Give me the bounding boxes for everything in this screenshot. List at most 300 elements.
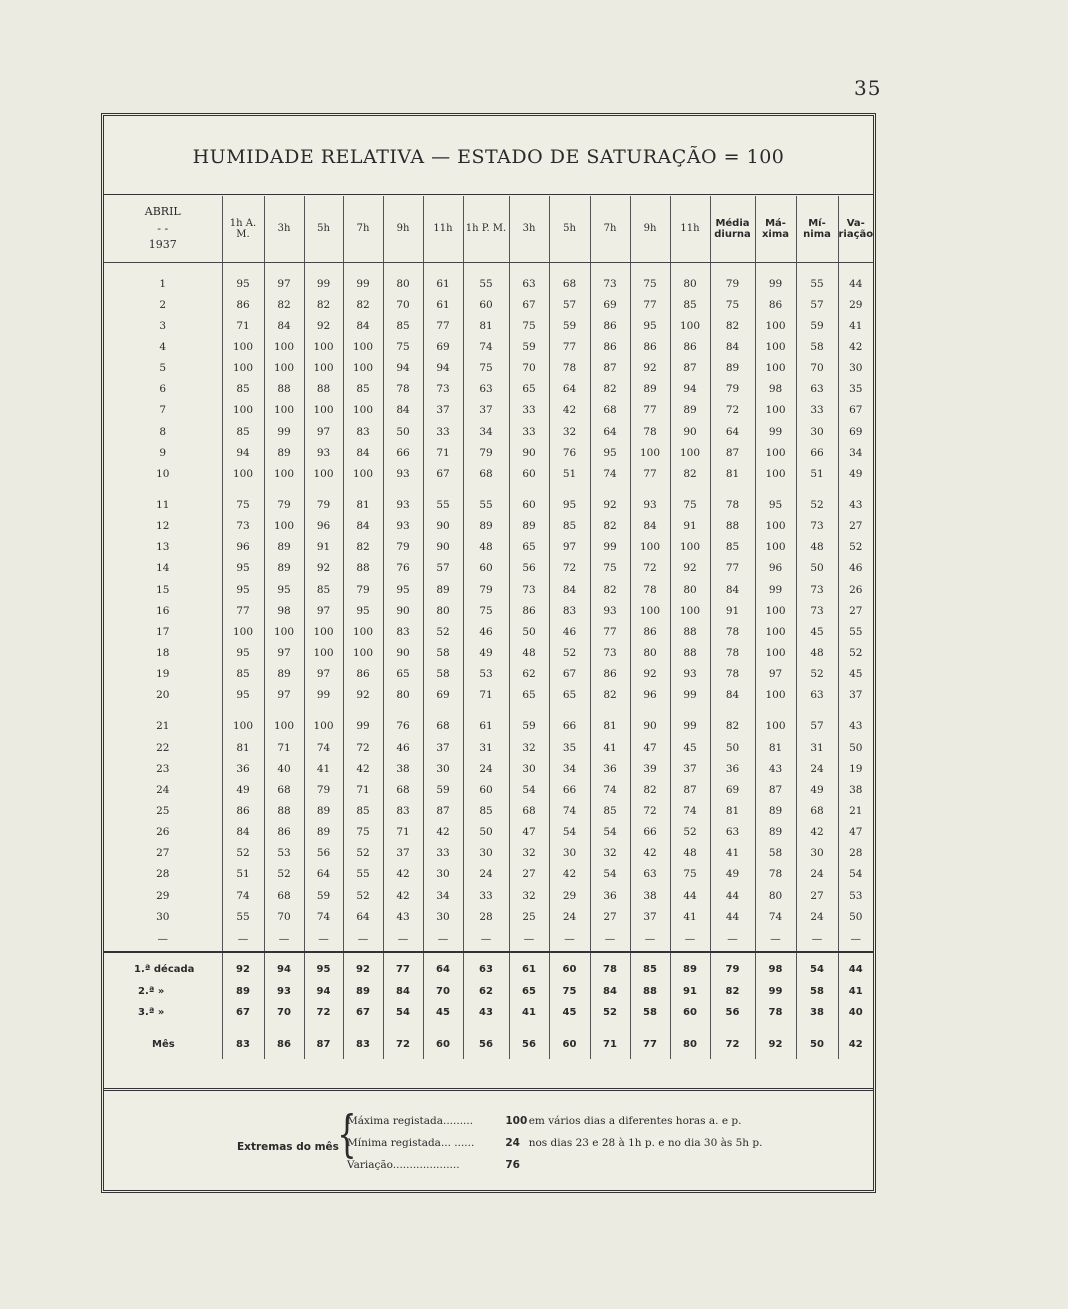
table-title: HUMIDADE RELATIVA — ESTADO DE SATURAÇÃO = 100	[192, 146, 785, 168]
year-label: 1937	[148, 238, 177, 252]
value-cell: 30	[549, 843, 590, 864]
maxima-value: 100	[505, 1115, 528, 1127]
value-cell: 97	[304, 664, 343, 685]
value-cell: 44	[838, 263, 873, 295]
value-cell: 95	[264, 579, 304, 600]
table-row	[104, 822, 873, 843]
value-cell: 93	[304, 442, 343, 463]
value-cell: 42	[423, 822, 463, 843]
day-cell: 27	[156, 847, 170, 860]
day-cell: 17	[156, 625, 170, 638]
value-cell: 100	[343, 463, 383, 484]
value-cell: 54	[590, 864, 630, 885]
value-cell: 84	[264, 315, 304, 336]
summary-value: 60	[423, 1024, 463, 1060]
value-cell: 32	[509, 843, 549, 864]
value-cell: 36	[590, 885, 630, 906]
value-cell: 82	[343, 294, 383, 315]
value-cell: 57	[796, 294, 838, 315]
table-row	[104, 421, 873, 442]
value-cell: 48	[463, 537, 509, 558]
value-cell: 42	[549, 864, 590, 885]
value-cell: 39	[630, 758, 670, 779]
value-cell: 84	[710, 579, 755, 600]
value-cell: 100	[304, 336, 343, 357]
hour-header: 11h	[670, 196, 710, 263]
value-cell: 77	[710, 558, 755, 579]
table-row	[104, 906, 873, 927]
value-cell: 74	[590, 779, 630, 800]
value-cell: 30	[423, 864, 463, 885]
value-cell: 75	[509, 315, 549, 336]
day-cell: 18	[156, 646, 170, 659]
value-cell: 69	[423, 336, 463, 357]
value-cell: 92	[343, 685, 383, 706]
value-cell: 42	[838, 336, 873, 357]
value-cell: 74	[463, 336, 509, 357]
value-cell: 85	[343, 800, 383, 821]
value-cell: 50	[710, 737, 755, 758]
value-cell: 95	[383, 579, 423, 600]
value-cell: 34	[838, 442, 873, 463]
value-cell: 37	[423, 400, 463, 421]
value-cell: 84	[710, 685, 755, 706]
value-cell: 95	[222, 263, 264, 295]
value-cell: 44	[670, 885, 710, 906]
value-cell: 73	[509, 579, 549, 600]
value-cell: 57	[796, 706, 838, 737]
value-cell: 88	[264, 379, 304, 400]
summary-value: 61	[509, 952, 549, 981]
table-row	[104, 537, 873, 558]
value-cell: 90	[383, 600, 423, 621]
summary-value: 65	[509, 981, 549, 1003]
value-cell: 76	[383, 558, 423, 579]
value-cell: 36	[590, 758, 630, 779]
value-cell: 100	[755, 516, 796, 537]
value-cell: 86	[670, 336, 710, 357]
value-cell: 53	[264, 843, 304, 864]
day-cell: 12	[156, 520, 170, 533]
summary-value: 93	[264, 981, 304, 1003]
value-cell: 73	[796, 579, 838, 600]
day-cell: 22	[156, 741, 170, 754]
table-row	[104, 294, 873, 315]
value-cell: 84	[222, 822, 264, 843]
value-cell: 78	[549, 358, 590, 379]
value-cell: 88	[670, 642, 710, 663]
value-cell: 82	[590, 379, 630, 400]
day-cell: —	[157, 933, 168, 946]
value-cell: 99	[755, 421, 796, 442]
day-cell: 19	[156, 668, 170, 681]
value-cell: 95	[590, 442, 630, 463]
value-cell: 85	[222, 664, 264, 685]
value-cell: 45	[796, 621, 838, 642]
value-cell: 100	[264, 400, 304, 421]
value-cell: 60	[509, 484, 549, 515]
summary-value: 82	[710, 981, 755, 1003]
value-cell: 66	[549, 779, 590, 800]
value-cell: 93	[383, 463, 423, 484]
value-cell: 81	[710, 800, 755, 821]
value-cell: 43	[838, 484, 873, 515]
day-cell: 10	[156, 467, 170, 480]
value-cell: 79	[383, 537, 423, 558]
value-cell: 82	[304, 294, 343, 315]
value-cell: 75	[630, 263, 670, 295]
value-cell: 96	[630, 685, 670, 706]
value-cell: 42	[343, 758, 383, 779]
value-cell: 90	[423, 537, 463, 558]
value-cell: 24	[549, 906, 590, 927]
value-cell: 54	[838, 864, 873, 885]
summary-value: 70	[264, 1002, 304, 1024]
value-cell: 52	[838, 537, 873, 558]
value-cell: 68	[509, 800, 549, 821]
table-row	[104, 442, 873, 463]
summary-value: 72	[383, 1024, 423, 1060]
value-cell: 90	[383, 642, 423, 663]
value-cell: 82	[343, 537, 383, 558]
value-cell: 81	[222, 737, 264, 758]
day-cell: 4	[159, 340, 167, 353]
value-cell: 80	[383, 263, 423, 295]
value-cell: 48	[796, 642, 838, 663]
value-cell: 77	[590, 621, 630, 642]
table-row	[104, 558, 873, 579]
value-cell: 64	[590, 421, 630, 442]
value-cell: 34	[423, 885, 463, 906]
value-cell: 55	[463, 263, 509, 295]
value-cell: 95	[549, 484, 590, 515]
value-cell: 29	[838, 294, 873, 315]
hour-header: 7h	[590, 196, 630, 263]
hour-header: 5h	[304, 196, 343, 263]
value-cell: 79	[264, 484, 304, 515]
value-cell: 40	[264, 758, 304, 779]
summary-value: 64	[423, 952, 463, 981]
value-cell: 72	[630, 800, 670, 821]
summary-value: 41	[509, 1002, 549, 1024]
value-cell: 43	[383, 906, 423, 927]
value-cell: 52	[838, 642, 873, 663]
hour-header: 11h	[423, 196, 463, 263]
value-cell: 98	[264, 600, 304, 621]
value-cell: 97	[264, 685, 304, 706]
value-cell: 78	[630, 579, 670, 600]
value-cell: 50	[463, 822, 509, 843]
value-cell: 100	[264, 621, 304, 642]
value-cell: 87	[423, 800, 463, 821]
value-cell: 92	[630, 358, 670, 379]
value-cell: 79	[343, 579, 383, 600]
value-cell: 27	[796, 885, 838, 906]
summary-value: 60	[670, 1002, 710, 1024]
value-cell: 100	[264, 358, 304, 379]
value-cell: 86	[509, 600, 549, 621]
value-cell: 34	[549, 758, 590, 779]
value-cell: 100	[670, 315, 710, 336]
hour-header: 3h	[264, 196, 304, 263]
day-cell: 20	[156, 689, 170, 702]
value-cell: 75	[710, 294, 755, 315]
value-cell: 59	[796, 315, 838, 336]
value-cell: 86	[630, 621, 670, 642]
value-cell: 87	[710, 442, 755, 463]
value-cell: 47	[630, 737, 670, 758]
minima-name: Mínima registada... ......	[347, 1137, 475, 1149]
dash-mark: - -	[157, 221, 169, 235]
day-cell: 13	[156, 541, 170, 554]
value-cell: 70	[796, 358, 838, 379]
value-cell: 42	[383, 885, 423, 906]
summary-value: 45	[549, 1002, 590, 1024]
summary-value: 83	[222, 1024, 264, 1060]
value-cell: 100	[755, 642, 796, 663]
value-cell: 28	[838, 843, 873, 864]
table-row	[104, 779, 873, 800]
table-row	[104, 758, 873, 779]
summary-value: 41	[838, 981, 873, 1003]
value-cell: 36	[222, 758, 264, 779]
value-cell: 89	[304, 822, 343, 843]
value-cell: 32	[590, 843, 630, 864]
value-cell: 59	[549, 315, 590, 336]
value-cell: 68	[796, 800, 838, 821]
summary-label: 2.ª »	[138, 985, 165, 997]
hour-header: 5h	[549, 196, 590, 263]
day-cell: 2	[159, 298, 167, 311]
value-cell: —	[590, 927, 630, 952]
media-diurna-header: Média diurna	[710, 196, 755, 263]
value-cell: 75	[222, 484, 264, 515]
value-cell: 56	[509, 558, 549, 579]
day-cell: 8	[159, 425, 167, 438]
summary-row	[104, 1002, 873, 1024]
month-year-header	[104, 196, 222, 263]
summary-value: 62	[463, 981, 509, 1003]
summary-value: 77	[383, 952, 423, 981]
summary-value: 72	[710, 1024, 755, 1060]
value-cell: 63	[630, 864, 670, 885]
value-cell: 100	[755, 463, 796, 484]
value-cell: 21	[838, 800, 873, 821]
value-cell: 49	[222, 779, 264, 800]
value-cell: 100	[264, 516, 304, 537]
value-cell: 34	[463, 421, 509, 442]
value-cell: 93	[630, 484, 670, 515]
value-cell: 54	[590, 822, 630, 843]
value-cell: 71	[264, 737, 304, 758]
value-cell: 92	[590, 484, 630, 515]
value-cell: 89	[264, 442, 304, 463]
value-cell: 99	[755, 579, 796, 600]
value-cell: 51	[796, 463, 838, 484]
value-cell: 90	[509, 442, 549, 463]
value-cell: 73	[796, 600, 838, 621]
value-cell: 68	[549, 263, 590, 295]
value-cell: 97	[549, 537, 590, 558]
value-cell: 89	[463, 516, 509, 537]
value-cell: 100	[755, 400, 796, 421]
day-cell: 28	[156, 868, 170, 881]
value-cell: 67	[423, 463, 463, 484]
value-cell: 29	[549, 885, 590, 906]
value-cell: 30	[796, 421, 838, 442]
value-cell: 48	[796, 537, 838, 558]
value-cell: 28	[463, 906, 509, 927]
value-cell: 27	[838, 516, 873, 537]
value-cell: 87	[755, 779, 796, 800]
value-cell: 100	[755, 315, 796, 336]
value-cell: 25	[509, 906, 549, 927]
value-cell: 99	[670, 685, 710, 706]
table-header	[104, 196, 873, 263]
value-cell: 85	[710, 537, 755, 558]
value-cell: 100	[755, 600, 796, 621]
value-cell: 41	[590, 737, 630, 758]
value-cell: 75	[383, 336, 423, 357]
value-cell: 100	[264, 336, 304, 357]
summary-value: 56	[710, 1002, 755, 1024]
value-cell: —	[423, 927, 463, 952]
value-cell: 49	[463, 642, 509, 663]
summary-value: 78	[590, 952, 630, 981]
table-row	[104, 579, 873, 600]
value-cell: 64	[710, 421, 755, 442]
value-cell: 68	[590, 400, 630, 421]
value-cell: 37	[670, 758, 710, 779]
value-cell: 91	[670, 516, 710, 537]
value-cell: 69	[590, 294, 630, 315]
value-cell: 85	[383, 315, 423, 336]
summary-row	[104, 981, 873, 1003]
value-cell: 77	[222, 600, 264, 621]
value-cell: 44	[710, 906, 755, 927]
value-cell: 83	[549, 600, 590, 621]
summary-value: 89	[670, 952, 710, 981]
day-cell: 9	[159, 446, 167, 459]
value-cell: 88	[304, 379, 343, 400]
value-cell: 76	[383, 706, 423, 737]
value-cell: 84	[343, 315, 383, 336]
value-cell: 52	[549, 642, 590, 663]
page-number: 35	[854, 76, 882, 100]
value-cell: 79	[710, 379, 755, 400]
value-cell: 35	[838, 379, 873, 400]
value-cell: 80	[755, 885, 796, 906]
table-row	[104, 463, 873, 484]
value-cell: 95	[343, 600, 383, 621]
value-cell: 75	[670, 484, 710, 515]
value-cell: 95	[755, 484, 796, 515]
value-cell: 69	[710, 779, 755, 800]
summary-value: 86	[264, 1024, 304, 1060]
month-label: ABRIL	[144, 205, 181, 219]
summary-row	[104, 952, 873, 981]
value-cell: 67	[838, 400, 873, 421]
value-cell: 58	[755, 843, 796, 864]
value-cell: 100	[755, 336, 796, 357]
day-cell: 26	[156, 826, 170, 839]
value-cell: 100	[755, 685, 796, 706]
summary-label: 1.ª década	[104, 952, 222, 981]
table-row	[104, 642, 873, 663]
value-cell: 32	[509, 737, 549, 758]
value-cell: 100	[755, 358, 796, 379]
value-cell: 66	[383, 442, 423, 463]
value-cell: 90	[630, 706, 670, 737]
value-cell: 51	[222, 864, 264, 885]
summary-value: 50	[796, 1024, 838, 1060]
value-cell: 99	[590, 537, 630, 558]
value-cell: —	[264, 927, 304, 952]
brace-icon: {	[337, 1105, 357, 1163]
value-cell: 96	[755, 558, 796, 579]
value-cell: 27	[838, 600, 873, 621]
value-cell: 59	[509, 336, 549, 357]
value-cell: 85	[549, 516, 590, 537]
value-cell: 100	[304, 621, 343, 642]
value-cell: 97	[264, 642, 304, 663]
value-cell: 86	[590, 315, 630, 336]
value-cell: 82	[590, 579, 630, 600]
value-cell: 46	[383, 737, 423, 758]
day-cell: 14	[156, 562, 170, 575]
extremas-section	[104, 1088, 873, 1191]
title-box	[104, 116, 873, 195]
value-cell: 84	[710, 336, 755, 357]
table-row	[104, 315, 873, 336]
table-row	[104, 800, 873, 821]
value-cell: 50	[509, 621, 549, 642]
value-cell: —	[304, 927, 343, 952]
value-cell: 71	[463, 685, 509, 706]
value-cell: 100	[304, 642, 343, 663]
summary-value: 79	[710, 952, 755, 981]
summary-value: 52	[590, 1002, 630, 1024]
value-cell: 100	[755, 442, 796, 463]
value-cell: 30	[509, 758, 549, 779]
value-cell: 85	[670, 294, 710, 315]
value-cell: 33	[463, 885, 509, 906]
summary-value: 60	[549, 952, 590, 981]
day-cell: 7	[159, 404, 167, 417]
value-cell: 77	[630, 463, 670, 484]
table-row	[104, 336, 873, 357]
summary-value: 75	[549, 981, 590, 1003]
value-cell: 68	[383, 779, 423, 800]
value-cell: 100	[264, 463, 304, 484]
value-cell: 50	[838, 906, 873, 927]
value-cell: 55	[423, 484, 463, 515]
value-cell: 77	[549, 336, 590, 357]
value-cell: 94	[423, 358, 463, 379]
value-cell: 99	[755, 263, 796, 295]
value-cell: 86	[222, 800, 264, 821]
value-cell: 84	[630, 516, 670, 537]
summary-value: 54	[383, 1002, 423, 1024]
value-cell: 89	[710, 358, 755, 379]
value-cell: 92	[670, 558, 710, 579]
value-cell: 89	[304, 800, 343, 821]
value-cell: 58	[796, 336, 838, 357]
value-cell: 83	[343, 421, 383, 442]
value-cell: 86	[343, 664, 383, 685]
value-cell: 99	[343, 263, 383, 295]
value-cell: 46	[463, 621, 509, 642]
